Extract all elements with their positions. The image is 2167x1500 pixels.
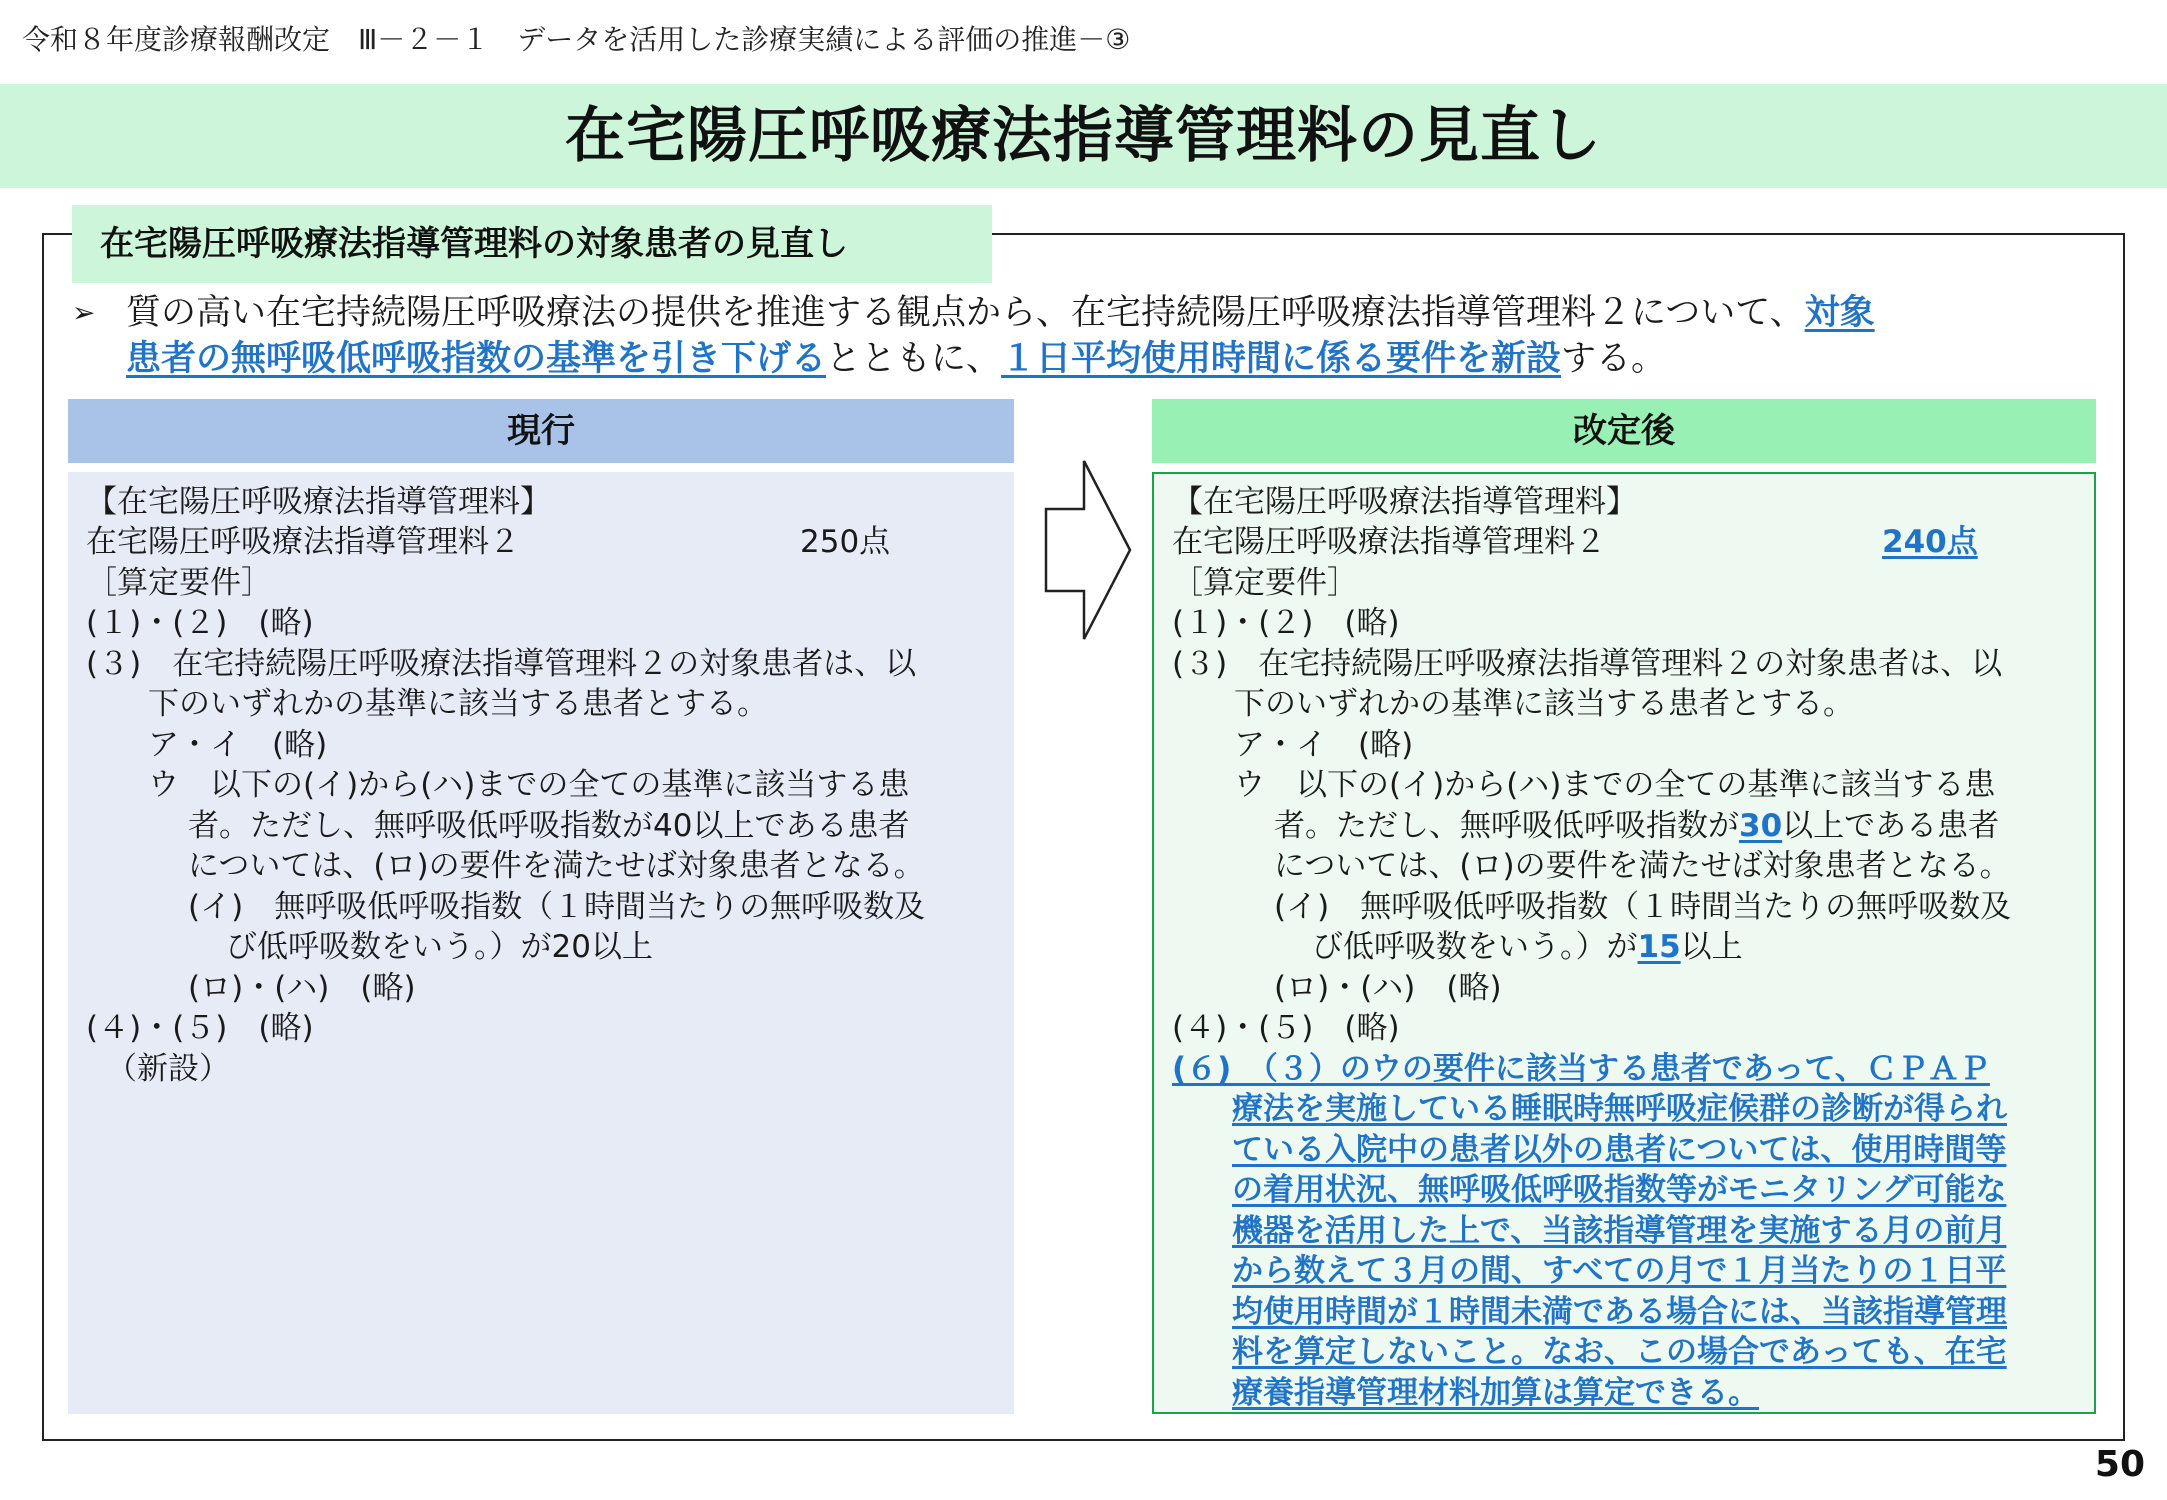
new-requirement-line: 療養指導管理材料加算は算定できる。: [1232, 1375, 1759, 1411]
breadcrumb: 令和８年度診療報酬改定 Ⅲ－２－１ データを活用した診療実績による評価の推進－③: [22, 23, 1131, 56]
new-requirement-line: ている入院中の患者以外の患者については、使用時間等: [1232, 1132, 2007, 1168]
page-title: 在宅陽圧呼吸療法指導管理料の見直し: [565, 101, 1602, 171]
intro-highlight: １日平均使用時間に係る要件を新設: [1001, 339, 1562, 379]
intro-highlight: 患者の無呼吸低呼吸指数の基準を引き下げる: [126, 339, 827, 379]
current-header: 現行: [68, 399, 1014, 463]
new-requirement-line: から数えて３月の間、すべての月で１月当たりの１日平: [1232, 1253, 2007, 1289]
revised-points: 240点: [1882, 524, 1978, 560]
current-line: 者。ただし、無呼吸低呼吸指数が40以上である患者: [188, 808, 910, 844]
revised-line: ア・イ (略): [1234, 727, 1414, 763]
revised-text: び低呼吸数をいう。）が: [1312, 929, 1638, 965]
current-line: (イ) 無呼吸低呼吸指数（１時間当たりの無呼吸数及: [188, 889, 926, 925]
revised-header: 改定後: [1152, 399, 2096, 463]
right-arrow-icon: [1044, 455, 1134, 645]
revised-text: 以上である患者: [1782, 808, 2000, 844]
current-line: 下のいずれかの基準に該当する患者とする。: [148, 686, 768, 722]
new-requirement-line: の着用状況、無呼吸低呼吸指数等がモニタリング可能な: [1232, 1172, 2007, 1208]
revised-line: (３) 在宅持続陽圧呼吸療法指導管理料２の対象患者は、以: [1172, 646, 2003, 682]
current-line: ア・イ (略): [148, 727, 328, 763]
current-line: (ロ)・(ハ) (略): [188, 970, 416, 1006]
current-line: 【在宅陽圧呼吸療法指導管理料】: [86, 484, 551, 520]
revised-line: [1312, 927, 1743, 968]
revised-line: (イ) 無呼吸低呼吸指数（１時間当たりの無呼吸数及: [1274, 889, 2012, 925]
page-number: 50: [2094, 1444, 2145, 1485]
revised-line: ウ 以下の(イ)から(ハ)までの全ての基準に該当する患: [1234, 767, 1996, 803]
current-line: ［算定要件］: [86, 565, 272, 601]
current-line: （新設）: [106, 1051, 230, 1087]
intro-line-1: [126, 290, 1875, 336]
new-requirement-line: 機器を活用した上で、当該指導管理を実施する月の前月: [1232, 1213, 2007, 1249]
revised-threshold-30: 30: [1739, 808, 1783, 844]
revised-line: 下のいずれかの基準に該当する患者とする。: [1234, 686, 1854, 722]
revised-line: ［算定要件］: [1172, 565, 1358, 601]
revised-line: については、(ロ)の要件を満たせば対象患者となる。: [1274, 848, 2011, 884]
current-line: 在宅陽圧呼吸療法指導管理料２: [86, 524, 520, 560]
new-requirement-line: 均使用時間が１時間未満である場合には、当該指導管理: [1232, 1294, 2007, 1330]
revised-line: 在宅陽圧呼吸療法指導管理料２: [1172, 524, 1606, 560]
new-requirement-line: (６) （３）のウの要件に該当する患者であって、ＣＰＡＰ: [1172, 1051, 1990, 1087]
current-line: (１)・(２) (略): [86, 605, 314, 641]
revised-line: (１)・(２) (略): [1172, 605, 1400, 641]
revised-text: 者。ただし、無呼吸低呼吸指数が: [1274, 808, 1739, 844]
current-line: (４)・(５) (略): [86, 1010, 314, 1046]
new-requirement-line: 料を算定しないこと。なお、この場合であっても、在宅: [1232, 1334, 2007, 1370]
section-label: 在宅陽圧呼吸療法指導管理料の対象患者の見直し: [72, 205, 992, 283]
intro-text: とともに、: [826, 339, 1002, 379]
current-line: び低呼吸数をいう。）が20以上: [226, 929, 653, 965]
current-panel: [68, 472, 1014, 1414]
revised-text: 以上: [1680, 929, 1743, 965]
intro-line-2: [126, 336, 1666, 382]
current-points: 250点: [800, 524, 891, 560]
intro-highlight: 対象: [1804, 293, 1875, 333]
revised-line: (４)・(５) (略): [1172, 1010, 1400, 1046]
current-line: ウ 以下の(イ)から(ハ)までの全ての基準に該当する患: [148, 767, 910, 803]
current-line: については、(ロ)の要件を満たせば対象患者となる。: [188, 848, 925, 884]
revised-threshold-15: 15: [1637, 929, 1681, 965]
intro-text: 質の高い在宅持続陽圧呼吸療法の提供を推進する観点から、在宅持続陽圧呼吸療法指導管理料２について、: [126, 293, 1805, 333]
new-requirement-line: 療法を実施している睡眠時無呼吸症候群の診断が得られ: [1232, 1091, 2007, 1127]
current-line: (３) 在宅持続陽圧呼吸療法指導管理料２の対象患者は、以: [86, 646, 917, 682]
intro-text: する。: [1561, 339, 1667, 379]
revised-panel: [1152, 472, 2096, 1414]
bullet-arrow-icon: ➢: [72, 296, 96, 329]
revised-line: [1274, 806, 1999, 847]
revised-line: 【在宅陽圧呼吸療法指導管理料】: [1172, 484, 1637, 520]
revised-line: (ロ)・(ハ) (略): [1274, 970, 1502, 1006]
